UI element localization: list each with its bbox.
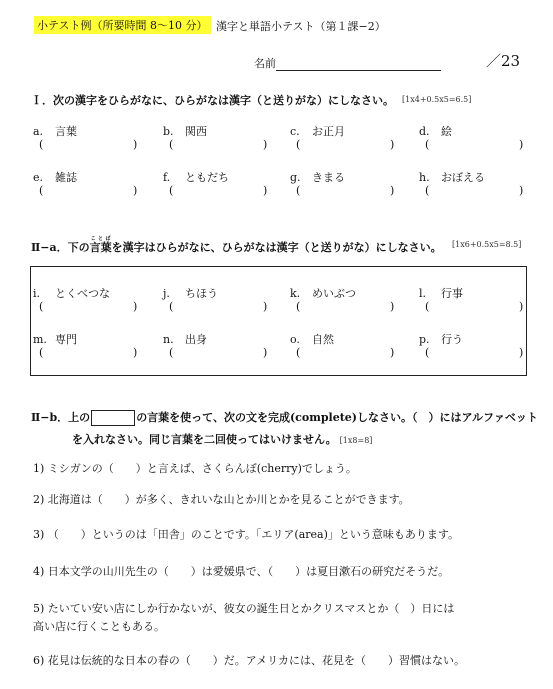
item-word: 自然	[312, 333, 334, 346]
section2b-line1	[31, 409, 538, 426]
item-word: 専門	[55, 333, 77, 346]
answer-close-paren: )	[263, 346, 268, 359]
item-letter: o.	[290, 333, 300, 346]
item-letter: h.	[419, 171, 430, 184]
section1-item	[33, 123, 77, 139]
answer-open-paren: (	[425, 184, 430, 197]
section2a-heading-post: を漢字はひらがなに、ひらがなは漢字（と送りがな）にしなさい。	[111, 241, 442, 254]
sentence-line: 5) たいてい安い店にしか行かないが、彼女の誕生日とかクリスマスとか（ ）日には	[33, 602, 455, 615]
section2a-heading-pre: Ⅱ−a．下の	[31, 241, 90, 254]
section2b-line2-text: を入れなさい。同じ言葉を二回使ってはいけません。	[72, 433, 337, 446]
item-word: 行う	[441, 333, 463, 346]
answer-close-paren: )	[133, 184, 138, 197]
item-letter: j.	[163, 287, 170, 300]
answer-close-paren: )	[390, 300, 395, 313]
answer-close-paren: )	[390, 138, 395, 151]
item-word: 絵	[441, 125, 452, 138]
sentence-line: 2) 北海道は（ ）が多く、きれいな山とか川とかを見ることができます。	[33, 493, 410, 506]
answer-open-paren: (	[169, 184, 174, 197]
section2a-item	[290, 331, 334, 347]
answer-open-paren: (	[425, 346, 430, 359]
answer-close-paren: )	[519, 300, 524, 313]
answer-open-paren: (	[39, 346, 44, 359]
name-row	[254, 55, 441, 71]
section2b-line2	[72, 431, 372, 447]
item-letter: e.	[33, 171, 44, 184]
blank-box	[91, 410, 135, 426]
answer-close-paren: )	[390, 184, 395, 197]
section2b-pre: Ⅱ−b．上の	[31, 411, 91, 424]
section1-item	[419, 169, 485, 185]
section2b-points: [1x8=8]	[339, 436, 373, 445]
section1-item	[33, 169, 77, 185]
section2a-item	[290, 285, 356, 301]
quiz-tag: 小テスト例（所要時間 8〜10 分）	[34, 16, 211, 34]
section1-heading: Ｉ．次の漢字をひらがなに、ひらがなは漢字（と送りがな）にしなさい。	[31, 94, 394, 107]
answer-open-paren: (	[296, 184, 301, 197]
score-box: ／23	[486, 52, 521, 70]
answer-close-paren: )	[519, 346, 524, 359]
answer-close-paren: )	[519, 138, 524, 151]
name-field[interactable]	[276, 59, 441, 71]
section1-points: [1x4+0.5x5=6.5]	[402, 95, 472, 104]
section2a-item	[163, 285, 218, 301]
item-letter: p.	[419, 333, 430, 346]
answer-open-paren: (	[425, 300, 430, 313]
answer-open-paren: (	[296, 300, 301, 313]
quiz-title: 漢字と単語小テスト（第１課−2）	[216, 20, 386, 33]
sentence-line: 4) 日本文学の山川先生の（ ）は愛媛県で、（ ）は夏目漱石の研究だそうだ。	[33, 565, 450, 578]
ruby-text: ことば	[89, 236, 112, 242]
word-box	[30, 266, 527, 376]
answer-open-paren: (	[169, 346, 174, 359]
section1-item	[163, 123, 207, 139]
section1-item	[290, 169, 345, 185]
answer-open-paren: (	[39, 300, 44, 313]
item-word: 出身	[185, 333, 207, 346]
answer-open-paren: (	[296, 346, 301, 359]
answer-close-paren: )	[263, 138, 268, 151]
answer-open-paren: (	[425, 138, 430, 151]
sentence-line: 6) 花見は伝統的な日本の春の（ ）だ。アメリカには、花見を（ ）習慣はない。	[33, 654, 466, 667]
item-letter: a.	[33, 125, 44, 138]
item-letter: n.	[163, 333, 174, 346]
section2a-points: [1x6+0.5x5=8.5]	[452, 240, 522, 249]
item-word: お正月	[312, 125, 345, 138]
answer-close-paren: )	[263, 184, 268, 197]
section2a-ruby	[89, 236, 112, 254]
sentence-line: 高い店に行くこともある。	[33, 620, 165, 633]
answer-open-paren: (	[296, 138, 301, 151]
item-letter: g.	[290, 171, 301, 184]
name-label: 名前	[254, 57, 276, 70]
item-letter: d.	[419, 125, 430, 138]
section1-item	[419, 123, 452, 139]
section2a-item	[33, 331, 77, 347]
section1-item	[163, 169, 229, 185]
item-word: めいぶつ	[312, 287, 356, 300]
answer-open-paren: (	[39, 138, 44, 151]
sentence-line: 3) （ ）というのは「田舎」のことです。「エリア(area)」という意味もあります。	[33, 528, 459, 541]
answer-close-paren: )	[133, 346, 138, 359]
item-word: 雑誌	[55, 171, 77, 184]
item-letter: k.	[290, 287, 301, 300]
item-word: とくべつな	[55, 287, 110, 300]
item-word: 関西	[185, 125, 207, 138]
sentence-line: 1) ミシガンの（ ）と言えば、さくらんぼ(cherry)でしょう。	[33, 462, 357, 475]
item-word: ちほう	[185, 287, 218, 300]
item-word: おぼえる	[441, 171, 485, 184]
section1-item	[290, 123, 345, 139]
item-letter: m.	[33, 333, 47, 346]
item-word: 行事	[441, 287, 463, 300]
answer-close-paren: )	[133, 138, 138, 151]
answer-close-paren: )	[390, 346, 395, 359]
item-letter: f.	[163, 171, 171, 184]
item-letter: c.	[290, 125, 300, 138]
answer-close-paren: )	[519, 184, 524, 197]
answer-open-paren: (	[169, 300, 174, 313]
ruby-base: 言葉	[89, 241, 112, 254]
answer-close-paren: )	[263, 300, 268, 313]
answer-open-paren: (	[39, 184, 44, 197]
section2a-item	[419, 331, 463, 347]
answer-close-paren: )	[133, 300, 138, 313]
section2b-mid: の言葉を使って、次の文を完成(complete)しなさい。（ ）にはアルファベット	[136, 411, 538, 424]
item-letter: l.	[419, 287, 427, 300]
item-word: 言葉	[55, 125, 77, 138]
section2a-heading	[31, 236, 442, 255]
item-word: ともだち	[185, 171, 229, 184]
section2a-item	[163, 331, 207, 347]
item-letter: b.	[163, 125, 174, 138]
section2a-item	[419, 285, 463, 301]
item-word: きまる	[312, 171, 345, 184]
section2a-item	[33, 285, 110, 301]
item-letter: i.	[33, 287, 41, 300]
answer-open-paren: (	[169, 138, 174, 151]
